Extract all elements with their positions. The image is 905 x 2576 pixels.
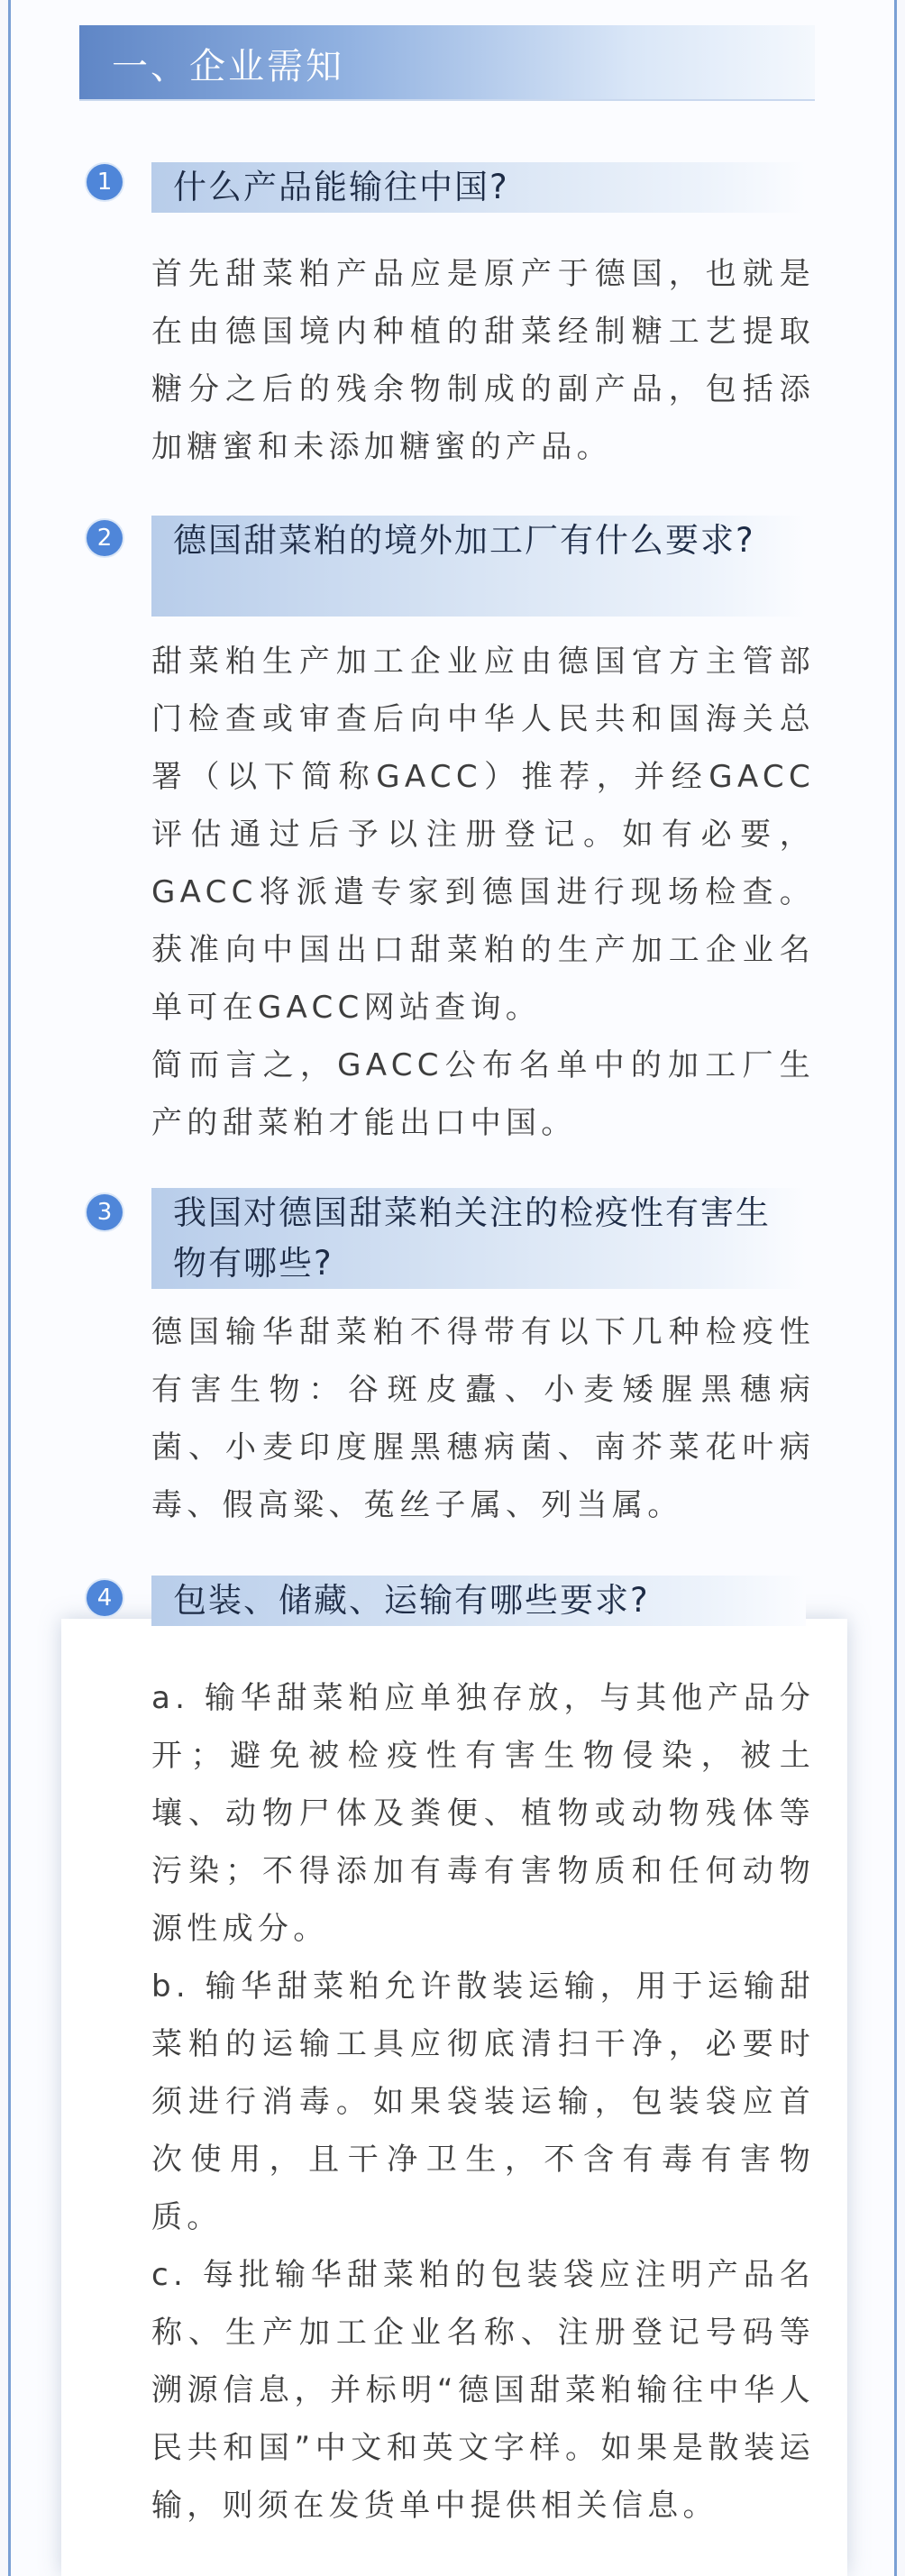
answer-paragraph: 简而言之，GACC公布名单中的加工厂生产的甜菜粕才能出口中国。 — [151, 1047, 815, 1141]
question-number-badge: 1 — [87, 164, 123, 200]
question-number-badge: 4 — [87, 1580, 123, 1616]
answer-paragraph: 甜菜粕生产加工企业应由德国官方主管部门检查或审查后向中华人民共和国海关总署（以下简称GACC）推荐，并经GACC评估通过后予以注册登记。如有必要，GACC将派遣专家到德国进行现场检查。获准向中国出口甜菜粕的生产加工企业名单可在GACC网站查询。 — [151, 644, 815, 1026]
answer-text — [151, 245, 815, 476]
answer-paragraph: b. 输华甜菜粕允许散装运输，用于运输甜菜粕的运输工具应彻底清扫干净，必要时须进行消毒。如果袋装运输，包装袋应首次使用，且干净卫生，不含有毒有害物质。 — [151, 1969, 815, 2235]
question-number-badge: 2 — [87, 520, 123, 556]
answer-text — [151, 633, 815, 1152]
question-title: 我国对德国甜菜粕关注的检疫性有害生物有哪些? — [173, 1193, 771, 1283]
answer-paragraph: a. 输华甜菜粕应单独存放，与其他产品分开；避免被检疫性有害生物侵染，被土壤、动物尸体及粪便、植物或动物残体等污染；不得添加有毒有害物质和任何动物源性成分。 — [151, 1680, 815, 1947]
question-header — [151, 1576, 806, 1626]
question-title: 什么产品能输往中国? — [173, 168, 509, 206]
question-number-badge: 3 — [87, 1194, 123, 1230]
section-header — [79, 25, 815, 99]
section-title: 一、企业需知 — [112, 46, 344, 87]
question-header — [151, 162, 806, 213]
question-header — [151, 1188, 806, 1289]
answer-text — [151, 1669, 815, 2535]
answer-text — [151, 1303, 815, 1534]
answer-paragraph: 德国输华甜菜粕不得带有以下几种检疫性有害生物：谷斑皮蠹、小麦矮腥黑穗病菌、小麦印度腥黑穗病菌、南芥菜花叶病毒、假高粱、菟丝子属、列当属。 — [151, 1314, 815, 1523]
question-title: 德国甜菜粕的境外加工厂有什么要求? — [173, 521, 755, 560]
question-title: 包装、储藏、运输有哪些要求? — [173, 1581, 650, 1620]
right-frame-border — [894, 0, 897, 2576]
question-header — [151, 516, 806, 617]
answer-paragraph: 首先甜菜粕产品应是原产于德国，也就是在由德国境内种植的甜菜经制糖工艺提取糖分之后的残余物制成的副产品，包括添加糖蜜和未添加糖蜜的产品。 — [151, 256, 815, 465]
answer-paragraph: c. 每批输华甜菜粕的包装袋应注明产品名称、生产加工企业名称、注册登记号码等溯源信息，并标明“德国甜菜粕输往中华人民共和国”中文和英文字样。如果是散装运输，则须在发货单中提供相关信息。 — [151, 2257, 815, 2524]
